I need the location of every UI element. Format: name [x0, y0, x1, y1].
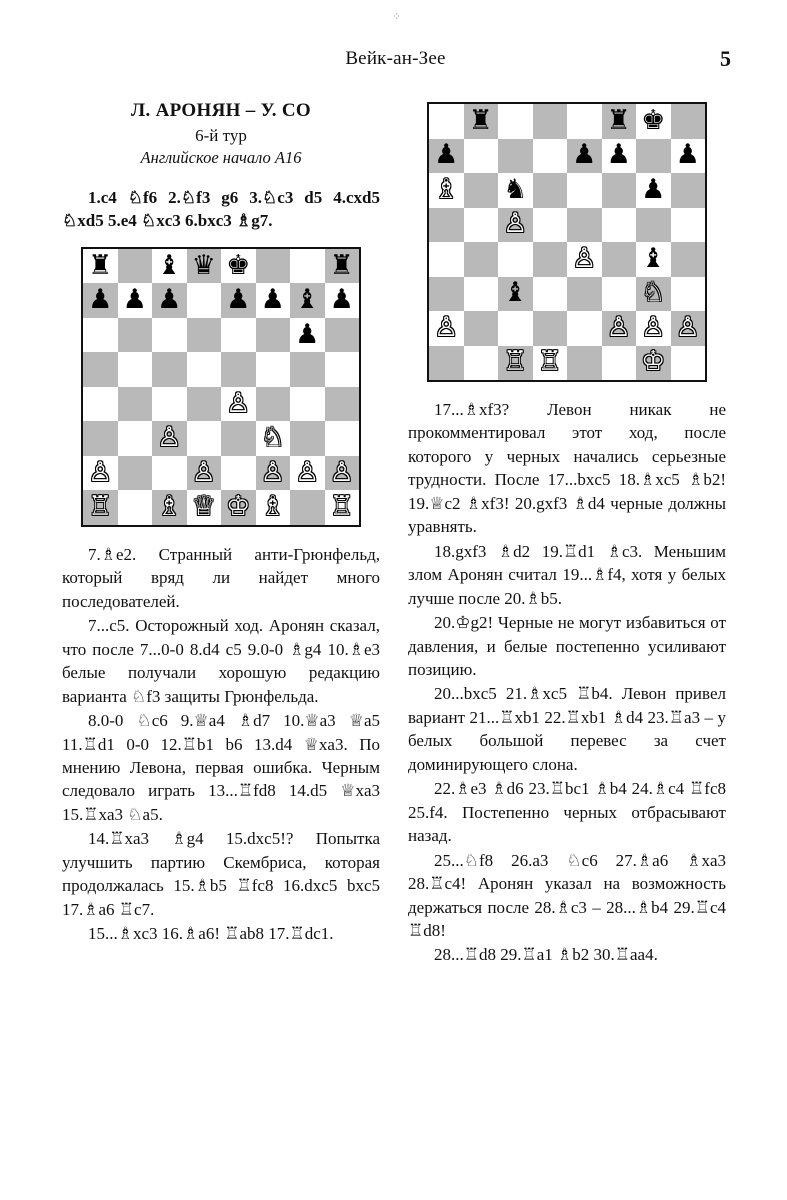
- board-square: [429, 311, 464, 346]
- board-square: [83, 421, 118, 456]
- board-square: [671, 242, 706, 277]
- board-square: [221, 456, 256, 491]
- board-square: [118, 421, 153, 456]
- board-square: [83, 283, 118, 318]
- black-rook-icon: ♜: [88, 249, 113, 281]
- board-square: [567, 104, 602, 139]
- black-pawn-icon: ♟: [606, 139, 631, 171]
- black-knight-icon: ♞: [503, 173, 528, 205]
- board-square: [429, 139, 464, 174]
- paragraph: 22.♗e3 ♗d6 23.♖bc1 ♗b4 24.♗c4 ♖fc8 25.f4. Постепенно черных отбрасывают назад.: [408, 779, 726, 846]
- board-square: [152, 283, 187, 318]
- black-pawn-icon: ♟: [88, 284, 113, 316]
- black-pawn-icon: ♟: [157, 284, 182, 316]
- board-square: [118, 490, 153, 525]
- board-square: [118, 283, 153, 318]
- board-square: [325, 283, 360, 318]
- white-pawn-icon: ♙: [572, 242, 597, 274]
- board-square: [290, 318, 325, 353]
- board-square: [567, 346, 602, 381]
- board-square: [290, 387, 325, 422]
- black-pawn-icon: ♟: [122, 284, 147, 316]
- board-square: [221, 352, 256, 387]
- board-square: [567, 311, 602, 346]
- white-knight-icon: ♘: [641, 277, 666, 309]
- board-square: [256, 318, 291, 353]
- board-square: [256, 352, 291, 387]
- board-square: [498, 104, 533, 139]
- board-square: [602, 311, 637, 346]
- board-square: [602, 139, 637, 174]
- board-square: [187, 421, 222, 456]
- board-square: [152, 421, 187, 456]
- paragraph: 7...c5. Осторожный ход. Аронян сказал, что после 7...0-0 8.d4 c5 9.0-0 ♗g4 10.♗e3 белые получали хорошую редакцию варианта ♘f3 защиты Грюнфельда.: [62, 616, 380, 706]
- board-square: [152, 352, 187, 387]
- white-pawn-icon: ♙: [606, 311, 631, 343]
- board-square: [602, 104, 637, 139]
- left-column: [62, 100, 380, 947]
- white-pawn-icon: ♙: [503, 208, 528, 240]
- board-square: [429, 173, 464, 208]
- board-square: [290, 456, 325, 491]
- header-title: Вейк-ан-Зее: [345, 48, 446, 69]
- board-square: [187, 456, 222, 491]
- black-pawn-icon: ♟: [260, 284, 285, 316]
- board-square: [325, 352, 360, 387]
- board-square: [498, 277, 533, 312]
- board-square: [498, 173, 533, 208]
- board-square: [636, 104, 671, 139]
- board-square: [256, 490, 291, 525]
- board-square: [429, 104, 464, 139]
- black-pawn-icon: ♟: [329, 284, 354, 316]
- board-square: [602, 346, 637, 381]
- board-square: [464, 242, 499, 277]
- board-square: [187, 283, 222, 318]
- board-square: [325, 249, 360, 284]
- board-square: [602, 242, 637, 277]
- board-square: [221, 318, 256, 353]
- board-square: [567, 173, 602, 208]
- black-rook-icon: ♜: [329, 249, 354, 281]
- board-square: [671, 104, 706, 139]
- board-square: [221, 283, 256, 318]
- board-square: [187, 249, 222, 284]
- black-pawn-icon: ♟: [572, 139, 597, 171]
- board-square: [429, 277, 464, 312]
- board-square: [498, 208, 533, 243]
- chess-board-right-wrapper: [408, 102, 726, 382]
- board-square: [152, 318, 187, 353]
- board-square: [256, 249, 291, 284]
- board-square: [636, 208, 671, 243]
- board-square: [118, 318, 153, 353]
- black-king-icon: ♚: [226, 249, 251, 281]
- board-square: [533, 104, 568, 139]
- black-bishop-icon: ♝: [503, 277, 528, 309]
- board-square: [636, 173, 671, 208]
- board-square: [567, 277, 602, 312]
- board-square: [567, 242, 602, 277]
- board-square: [429, 208, 464, 243]
- white-pawn-icon: ♙: [191, 456, 216, 488]
- black-pawn-icon: ♟: [226, 284, 251, 316]
- white-bishop-icon: ♗: [260, 491, 285, 523]
- board-square: [290, 249, 325, 284]
- board-square: [187, 352, 222, 387]
- black-pawn-icon: ♟: [641, 173, 666, 205]
- board-square: [290, 352, 325, 387]
- white-bishop-icon: ♗: [157, 491, 182, 523]
- board-square: [533, 173, 568, 208]
- board-square: [187, 387, 222, 422]
- board-square: [671, 173, 706, 208]
- board-square: [290, 490, 325, 525]
- paragraph: 14.♖xa3 ♗g4 15.dxc5!? Попытка улучшить партию Скембриса, которая продолжалась 15.♗b5 ♖fc8 16.dxc5 bxc5 17.♗a6 ♖c7.: [62, 829, 380, 919]
- white-rook-icon: ♖: [537, 346, 562, 378]
- board-square: [636, 346, 671, 381]
- board-square: [83, 490, 118, 525]
- board-square: [498, 242, 533, 277]
- chess-board-left-wrapper: [62, 247, 380, 527]
- board-square: [671, 277, 706, 312]
- board-square: [671, 139, 706, 174]
- board-square: [221, 490, 256, 525]
- board-square: [602, 277, 637, 312]
- board-square: [636, 277, 671, 312]
- board-square: [325, 318, 360, 353]
- white-rook-icon: ♖: [329, 491, 354, 523]
- board-square: [464, 139, 499, 174]
- board-square: [118, 249, 153, 284]
- board-square: [464, 346, 499, 381]
- board-square: [152, 490, 187, 525]
- white-king-icon: ♔: [641, 346, 666, 378]
- paragraph: 8.0-0 ♘c6 9.♕a4 ♗d7 10.♕a3 ♕a5 11.♖d1 0-0 12.♖b1 b6 13.d4 ♕xa3. По мнению Левона, первая ошибка. Черным следовало играть 13...♖fd8 14.d5 ♕xa3 15.♖xa3 ♘a5.: [62, 711, 380, 824]
- chess-board-diagram-1: [81, 247, 361, 527]
- white-bishop-icon: ♗: [434, 173, 459, 205]
- page-header: [60, 48, 731, 76]
- board-square: [567, 139, 602, 174]
- black-rook-icon: ♜: [606, 104, 631, 136]
- board-square: [671, 208, 706, 243]
- board-square: [290, 283, 325, 318]
- board-square: [533, 277, 568, 312]
- board-square: [187, 318, 222, 353]
- board-square: [256, 421, 291, 456]
- board-square: [256, 387, 291, 422]
- board-square: [533, 139, 568, 174]
- board-square: [325, 456, 360, 491]
- black-rook-icon: ♜: [468, 104, 493, 136]
- paragraph: 18.gxf3 ♗d2 19.♖d1 ♗c3. Меньшим злом Аронян считал 19...♗f4, хотя у белых лучше после 20.♗b5.: [408, 541, 726, 608]
- board-square: [256, 283, 291, 318]
- board-square: [83, 352, 118, 387]
- board-square: [636, 139, 671, 174]
- board-square: [187, 490, 222, 525]
- board-square: [636, 311, 671, 346]
- white-pawn-icon: ♙: [434, 311, 459, 343]
- white-pawn-icon: ♙: [226, 387, 251, 419]
- board-square: [498, 346, 533, 381]
- board-square: [290, 421, 325, 456]
- opening-moves: 1.c4 ♘f6 2.♘f3 g6 3.♘c3 d5 4.cxd5 ♘xd5 5.e4 ♘xc3 6.bxc3 ♗g7.: [62, 188, 380, 231]
- board-square: [636, 242, 671, 277]
- board-square: [83, 318, 118, 353]
- board-square: [118, 456, 153, 491]
- white-rook-icon: ♖: [88, 491, 113, 523]
- paragraph: 20.♔g2! Черные не могут избавиться от давления, и белые постепенно усиливают позицию.: [408, 613, 726, 679]
- white-queen-icon: ♕: [191, 491, 216, 523]
- scan-artifact: ⁘: [392, 10, 402, 23]
- white-pawn-icon: ♙: [641, 311, 666, 343]
- board-square: [325, 421, 360, 456]
- paragraph: 15...♗xc3 16.♗a6! ♖ab8 17.♖dc1.: [88, 924, 334, 944]
- black-bishop-icon: ♝: [157, 249, 182, 281]
- board-square: [83, 456, 118, 491]
- right-column: [408, 100, 726, 968]
- board-square: [325, 387, 360, 422]
- board-square: [221, 421, 256, 456]
- game-round: 6-й тур: [195, 126, 247, 145]
- white-rook-icon: ♖: [503, 346, 528, 378]
- board-square: [429, 346, 464, 381]
- board-square: [152, 456, 187, 491]
- white-king-icon: ♔: [226, 491, 251, 523]
- board-square: [498, 139, 533, 174]
- board-square: [221, 387, 256, 422]
- black-pawn-icon: ♟: [675, 139, 700, 171]
- board-square: [118, 352, 153, 387]
- white-pawn-icon: ♙: [329, 456, 354, 488]
- board-square: [152, 249, 187, 284]
- black-queen-icon: ♛: [191, 249, 216, 281]
- white-pawn-icon: ♙: [260, 456, 285, 488]
- board-square: [464, 311, 499, 346]
- paragraph: 25...♘f8 26.a3 ♘c6 27.♗a6 ♗xa3 28.♖c4! Аронян указал на возможность держаться после 28.♗c3 – 28...♗b4 29.♖c4 ♖d8!: [408, 850, 726, 940]
- board-square: [118, 387, 153, 422]
- board-square: [256, 456, 291, 491]
- board-square: [533, 346, 568, 381]
- board-square: [567, 208, 602, 243]
- board-square: [533, 311, 568, 346]
- paragraph: 17...♗xf3? Левон никак не прокомментировал этот ход, после которого у черных начались серьезные трудности. После 17...bxc5 18.♗xc5 ♗b2! 19.♕c2 ♗xf3! 20.gxf3 ♗d4 черные должны уравнять.: [408, 400, 726, 537]
- white-pawn-icon: ♙: [157, 422, 182, 454]
- black-bishop-icon: ♝: [641, 242, 666, 274]
- chess-board-diagram-2: [427, 102, 707, 382]
- white-knight-icon: ♘: [260, 422, 285, 454]
- black-bishop-icon: ♝: [295, 284, 320, 316]
- board-square: [464, 104, 499, 139]
- paragraph: 28...♖d8 29.♖a1 ♗b2 30.♖aa4.: [434, 945, 658, 965]
- board-square: [429, 242, 464, 277]
- board-square: [221, 249, 256, 284]
- board-square: [83, 387, 118, 422]
- black-pawn-icon: ♟: [295, 318, 320, 350]
- board-square: [602, 208, 637, 243]
- board-square: [464, 277, 499, 312]
- board-square: [83, 249, 118, 284]
- board-square: [533, 208, 568, 243]
- white-pawn-icon: ♙: [675, 311, 700, 343]
- board-square: [464, 173, 499, 208]
- board-square: [533, 242, 568, 277]
- white-pawn-icon: ♙: [88, 456, 113, 488]
- black-king-icon: ♚: [641, 104, 666, 136]
- board-square: [671, 311, 706, 346]
- board-square: [498, 311, 533, 346]
- board-square: [671, 346, 706, 381]
- black-pawn-icon: ♟: [434, 139, 459, 171]
- paragraph: 20...bxc5 21.♗xc5 ♖b4. Левон привел вариант 21...♖xb1 22.♖xb1 ♗d4 23.♖a3 – у белых большой перевес за счет доминирующего слона.: [408, 684, 726, 774]
- white-pawn-icon: ♙: [295, 456, 320, 488]
- paragraph: 7.♗e2. Странный анти-Грюнфельд, который вряд ли найдет много последователей.: [62, 544, 380, 611]
- board-square: [602, 173, 637, 208]
- board-square: [152, 387, 187, 422]
- board-square: [464, 208, 499, 243]
- game-opening: Английское начало A16: [140, 148, 302, 167]
- page-number: 5: [720, 46, 731, 71]
- game-title: Л. АРОНЯН – У. СО: [131, 100, 311, 121]
- board-square: [325, 490, 360, 525]
